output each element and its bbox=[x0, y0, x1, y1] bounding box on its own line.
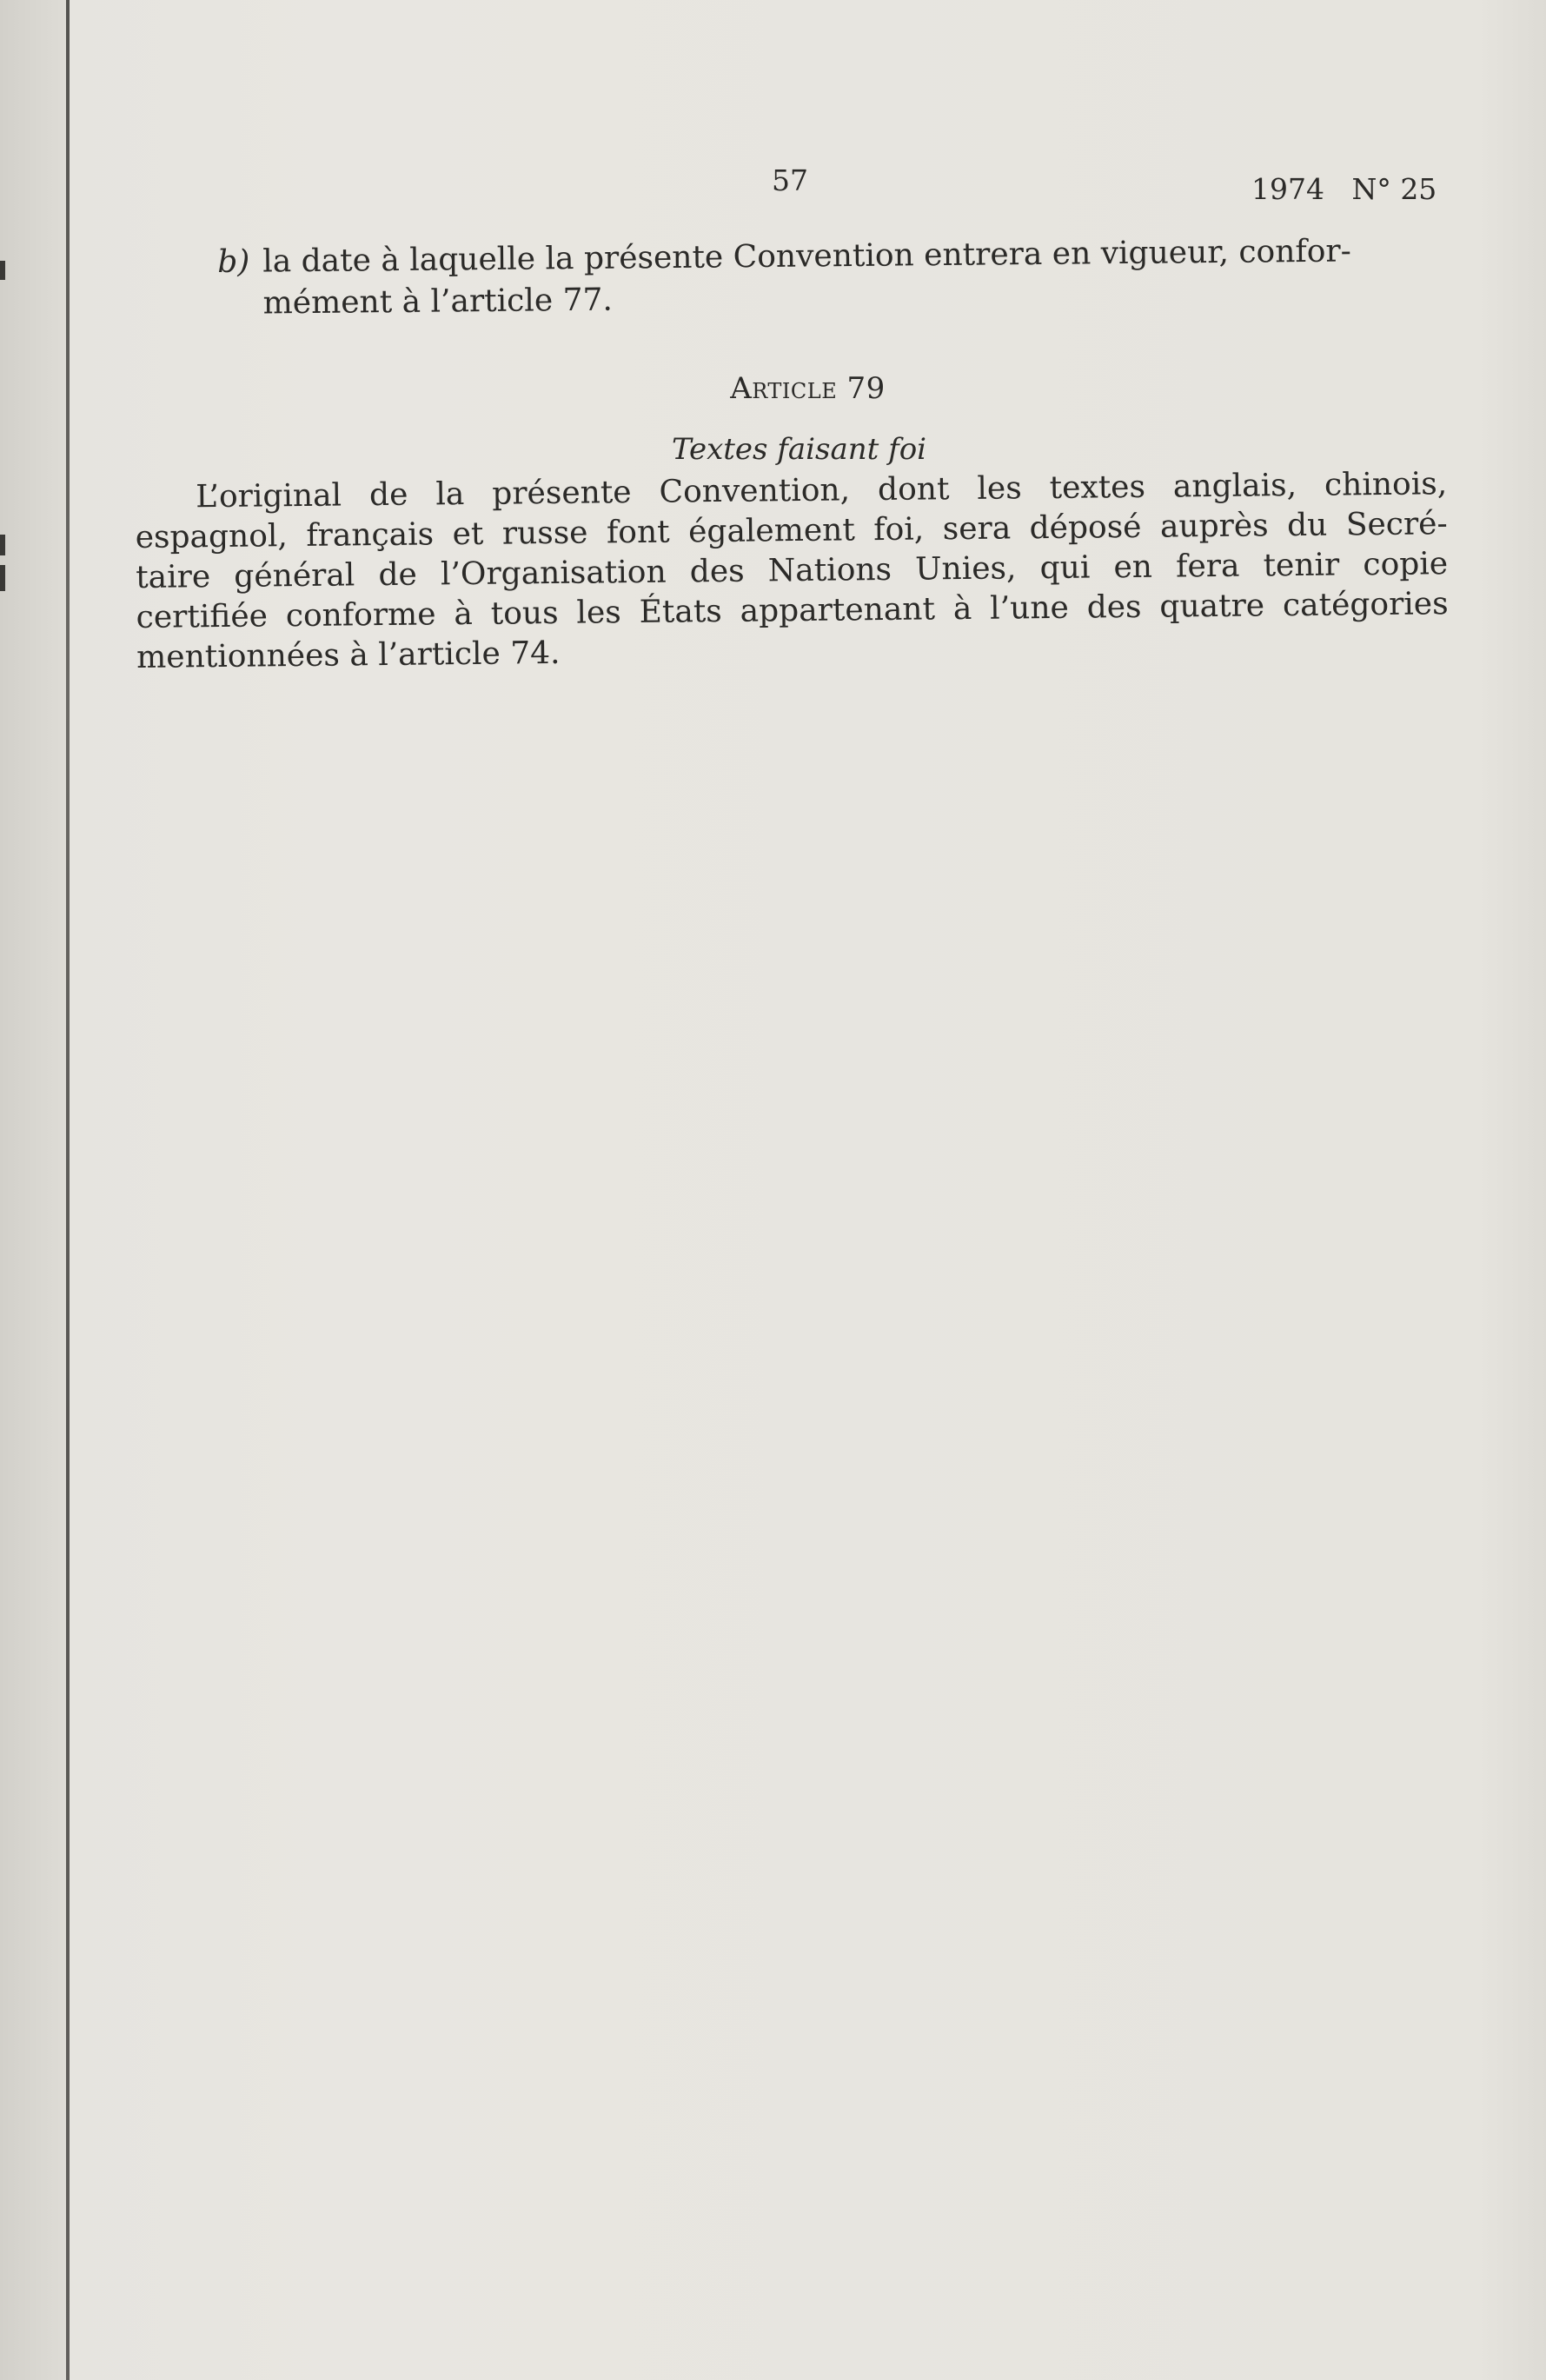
article-paragraph bbox=[135, 464, 1449, 678]
list-item-b bbox=[217, 229, 1452, 325]
page-number: 57 bbox=[772, 163, 808, 197]
paragraph-line: mentionnées à l’article 74. bbox=[136, 635, 561, 675]
page-header bbox=[0, 163, 1546, 207]
list-item-label: b) bbox=[217, 243, 250, 280]
paragraph-line: certifiée conforme à tous les États appartenant à l’une des quatre catégories bbox=[136, 586, 1449, 635]
edge-mark bbox=[0, 565, 5, 591]
paragraph-line: espagnol, français et russe font également foi, sera déposé auprès du Secré- bbox=[135, 506, 1448, 555]
article-title: Article 79 bbox=[730, 371, 886, 406]
list-item-text-line: mément à l’article 77. bbox=[262, 282, 614, 322]
page-gutter bbox=[0, 0, 66, 2380]
edge-mark bbox=[0, 261, 5, 280]
edge-mark bbox=[0, 535, 5, 555]
document-reference: 1974 N° 25 bbox=[1251, 172, 1437, 206]
paragraph-line: L’original de la présente Convention, dont les textes anglais, chinois, bbox=[196, 466, 1448, 515]
paragraph-line: taire général de l’Organisation des Nations Unies, qui en fera tenir copie bbox=[135, 546, 1449, 595]
binding-edge bbox=[66, 0, 70, 2380]
list-item-text-line: la date à laquelle la présente Convention entrera en vigueur, confor- bbox=[262, 233, 1352, 280]
article-subtitle: Textes faisant foi bbox=[671, 432, 927, 467]
